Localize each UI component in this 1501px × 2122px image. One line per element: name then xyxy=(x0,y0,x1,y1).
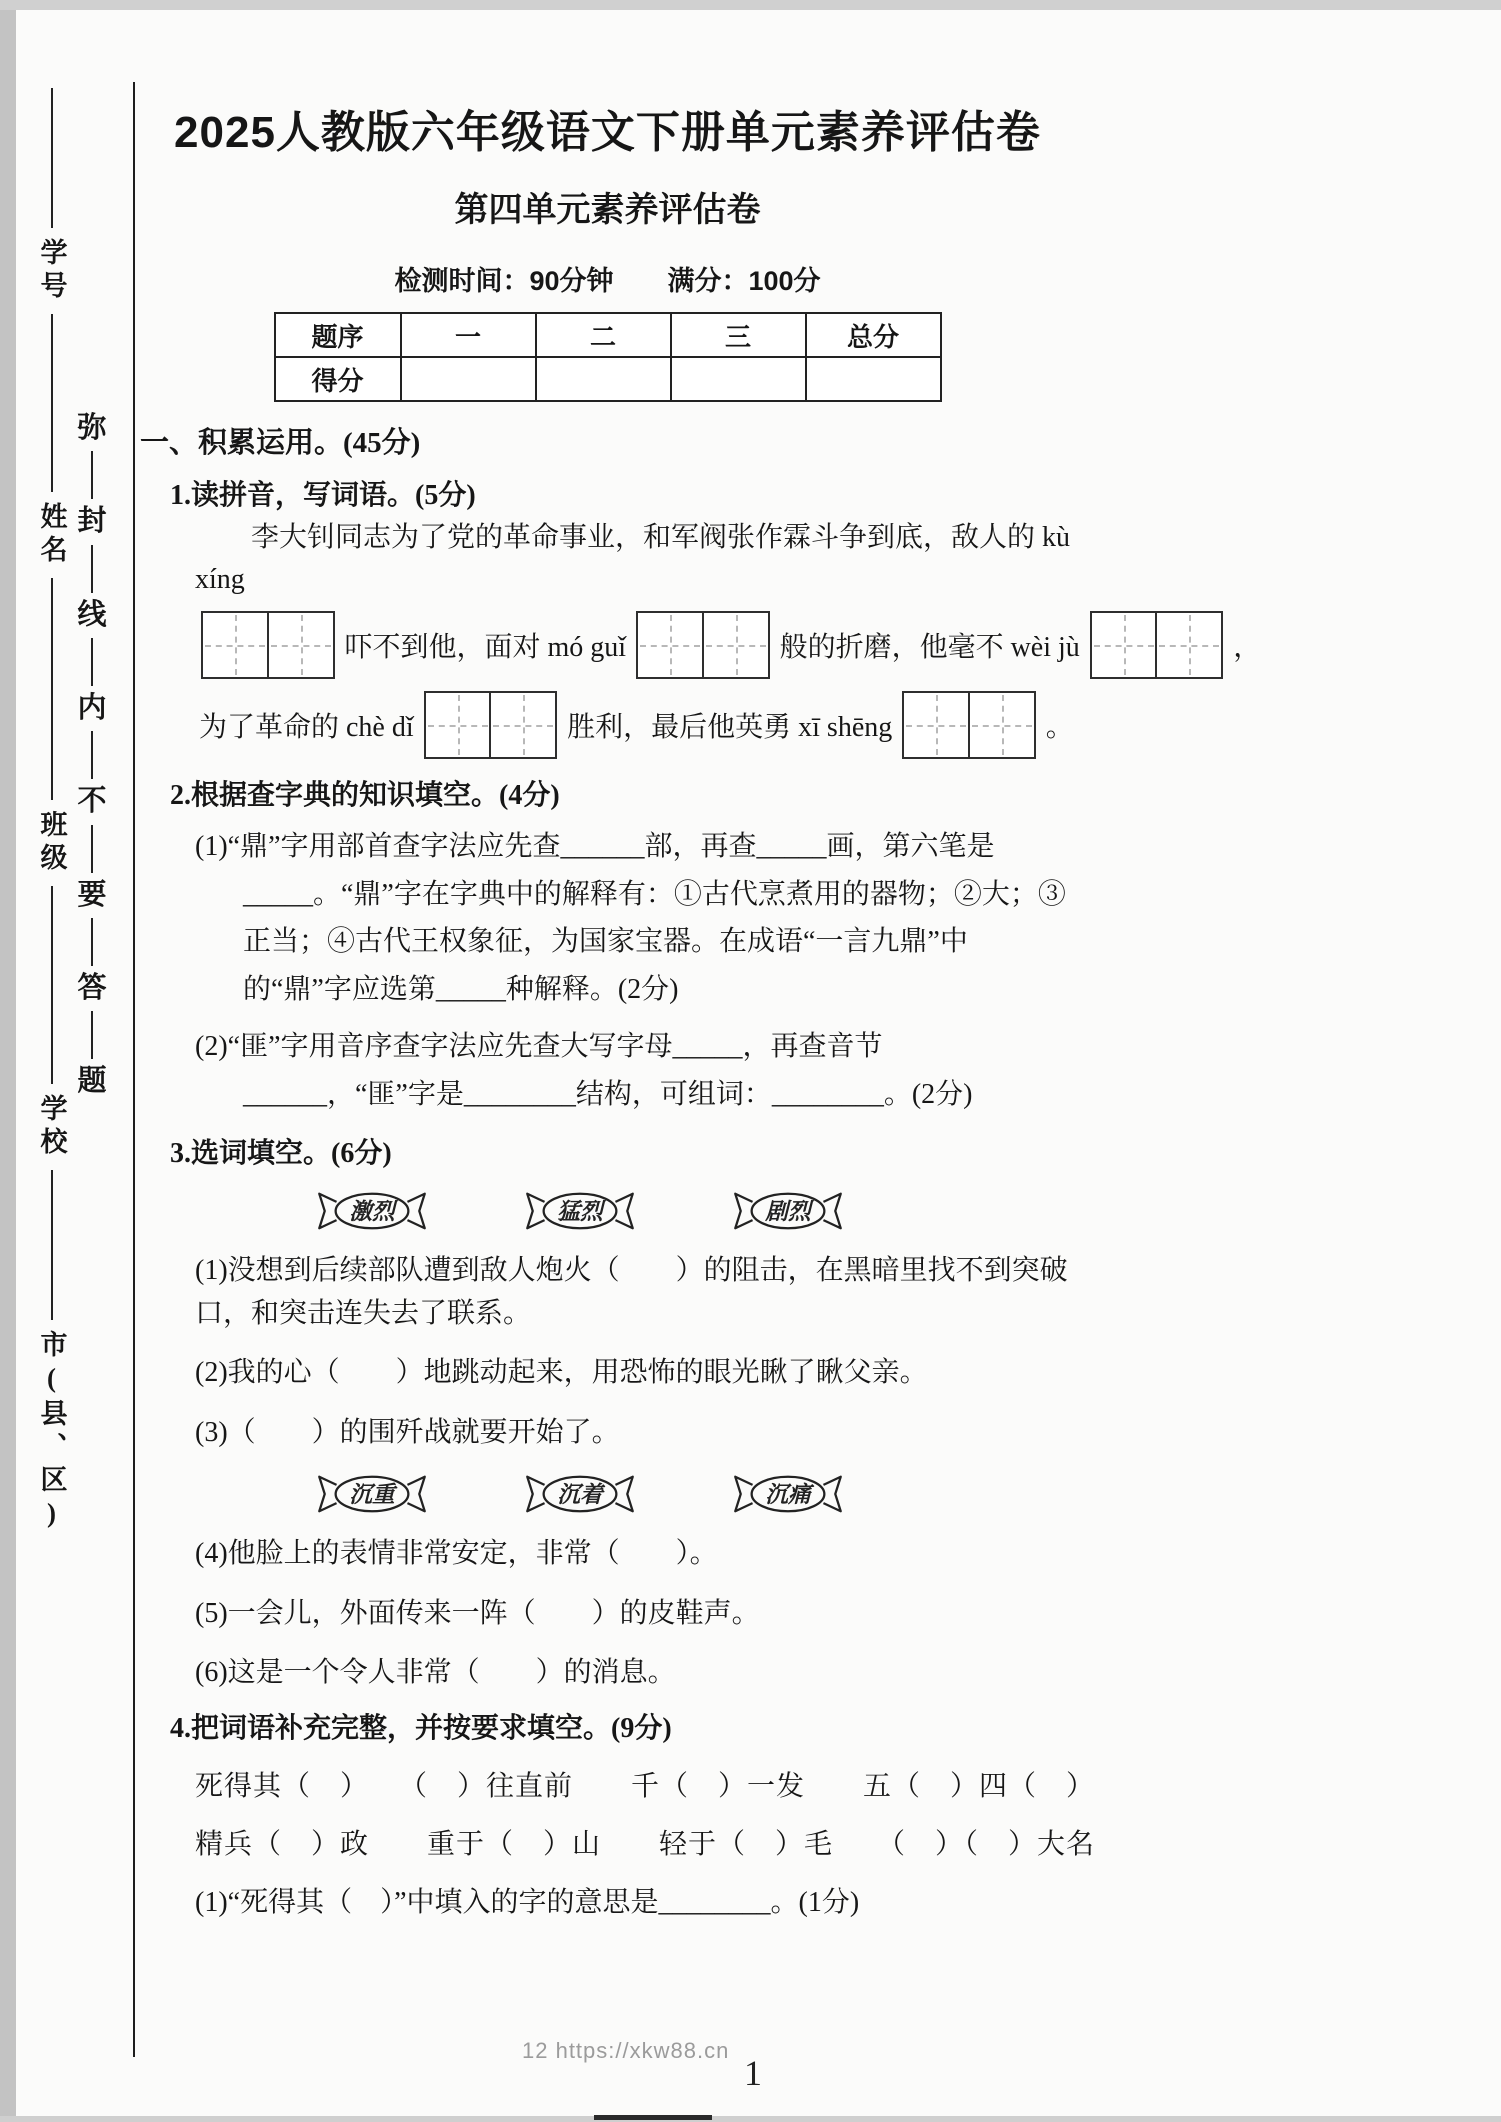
writing-box-group xyxy=(201,611,335,679)
word-candy-label: 沉痛 xyxy=(765,1482,811,1508)
q2-label: 2.根据查字典的知识填空。(4分) xyxy=(170,780,560,811)
seal-line-column xyxy=(74,412,110,1099)
student-fields-column xyxy=(34,88,70,1544)
writing-box-group xyxy=(1090,611,1224,679)
seal-char: 弥 xyxy=(77,412,107,444)
writing-box xyxy=(636,611,704,679)
paper-content xyxy=(140,96,1262,1920)
q4-label: 4.把词语补充完整，并按要求填空。(9分) xyxy=(170,1713,672,1745)
seal-dash xyxy=(91,1011,93,1059)
writing-box-group xyxy=(902,691,1036,759)
q2-part1: (1)“鼎”字用部首查字法应先查______部，再查_____画，第六笔是_____。“鼎”字在字典中的解释有：①古代烹煮用的器物；②大；③正当；④古代王权象征，为国家宝器。在成语“一言九鼎”中的“鼎”字应选第_____种解释。(2分) xyxy=(195,831,1066,1005)
writing-box xyxy=(424,691,492,759)
writing-box xyxy=(1090,611,1158,679)
q1-text-segment: ， xyxy=(1233,632,1262,663)
seal-char: 要 xyxy=(77,878,107,911)
word-candy-label: 猛烈 xyxy=(557,1198,603,1224)
writing-box xyxy=(489,691,557,759)
q1-text-line1: 李大钊同志为了党的革命事业，和军阀张作霖斗争到底，敌人的 kù xíng xyxy=(195,522,1071,595)
next-page-bleed xyxy=(594,2115,712,2120)
writing-box-group xyxy=(424,691,558,759)
q3-word-options-group1 xyxy=(312,1189,1075,1233)
writing-box xyxy=(902,691,970,759)
word-candy xyxy=(520,1472,640,1516)
q3-item-1: (1)没想到后续部队遭到敌人炮火（ ）的阻击，在黑暗里找不到突破口，和突击连失去了联系。 xyxy=(195,1254,1068,1329)
seal-dash xyxy=(91,918,93,966)
writing-box xyxy=(968,691,1036,759)
q4-idioms-row2: 精兵（ ）政 重于（ ）山 轻于（ ）毛 （ ）（ ）大名 xyxy=(195,1829,1096,1861)
scan-edge-top xyxy=(0,0,1501,10)
q1-text-segment: 吓不到他，面对 mó guǐ xyxy=(344,632,627,663)
unit-subtitle: 第四单元素养评估卷 xyxy=(454,191,761,229)
score-header-cell: 三 xyxy=(671,313,806,357)
writing-box-group xyxy=(636,611,770,679)
word-candy-label: 剧烈 xyxy=(765,1198,811,1224)
score-header-cell: 总分 xyxy=(806,313,941,357)
field-line xyxy=(51,1170,53,1320)
q1-text-segment: 为了革命的 chè dǐ xyxy=(199,712,414,743)
q3-item-6: (6)这是一个令人非常（ ）的消息。 xyxy=(195,1656,676,1688)
field-line xyxy=(51,88,53,228)
seal-dash xyxy=(91,825,93,873)
word-candy-label: 沉重 xyxy=(349,1482,395,1508)
page-title: 2025人教版六年级语文下册单元素养评估卷 xyxy=(174,108,1041,157)
q1-text-line2 xyxy=(195,609,1262,681)
field-line xyxy=(51,578,53,800)
score-row-label: 得分 xyxy=(275,357,401,401)
q1-label: 1.读拼音，写词语。(5分) xyxy=(170,480,476,511)
q1-text-segment: 。 xyxy=(1045,712,1074,743)
score-header-cell: 题序 xyxy=(275,313,401,357)
score-table xyxy=(274,312,942,402)
exam-info: 检测时间：90分钟 满分：100分 xyxy=(394,266,821,296)
seal-dash xyxy=(91,731,93,779)
writing-box xyxy=(267,611,335,679)
q1-text-line3 xyxy=(195,689,1075,761)
q3-item-3: (3)（ ）的围歼战就要开始了。 xyxy=(195,1416,620,1448)
q2-part2: (2)“匪”字用音序查字法应先查大写字母_____，再查音节______，“匪”字是________结构，可组词：________。(2分) xyxy=(195,1031,973,1110)
q3-item-5: (5)一会儿，外面传来一阵（ ）的皮鞋声。 xyxy=(195,1597,760,1629)
field-class: 班级 xyxy=(36,810,67,876)
writing-box xyxy=(702,611,770,679)
seal-char: 答 xyxy=(77,972,107,1005)
q3-item-4: (4)他脸上的表情非常安定，非常（ ）。 xyxy=(195,1538,718,1570)
q1-text-segment: 般的折磨，他毫不 wèi jù xyxy=(779,632,1080,663)
word-candy xyxy=(312,1472,432,1516)
writing-box xyxy=(1155,611,1223,679)
word-candy xyxy=(312,1189,432,1233)
writing-box xyxy=(201,611,269,679)
q4-idioms-row1: 死得其（ ） （ ）往直前 千（ ）一发 五（ ）四（ ） xyxy=(195,1771,1096,1803)
q3-label: 3.选词填空。(6分) xyxy=(170,1137,392,1169)
field-city-county: 市(县、区) xyxy=(36,1330,67,1534)
field-school: 学校 xyxy=(36,1094,67,1160)
score-blank-cell xyxy=(401,357,536,401)
score-header-cell: 一 xyxy=(401,313,536,357)
seal-border-line xyxy=(133,82,135,2057)
q3-word-options-group2 xyxy=(312,1472,1075,1516)
word-candy xyxy=(728,1189,848,1233)
score-blank-cell xyxy=(806,357,941,401)
seal-char: 内 xyxy=(77,692,107,725)
score-table-header-row xyxy=(275,313,941,357)
seal-char: 题 xyxy=(77,1065,107,1098)
watermark-url: 12 https://xkw88.cn xyxy=(522,2038,730,2063)
field-line xyxy=(51,886,53,1084)
score-header-cell: 二 xyxy=(536,313,671,357)
seal-dash xyxy=(91,638,93,686)
seal-char: 不 xyxy=(77,785,107,818)
scan-edge-bottom xyxy=(0,2116,1501,2122)
field-line xyxy=(51,314,53,492)
seal-dash xyxy=(91,545,93,593)
word-candy xyxy=(728,1472,848,1516)
score-table-score-row xyxy=(275,357,941,401)
seal-char: 线 xyxy=(77,598,107,631)
score-blank-cell xyxy=(671,357,806,401)
field-name: 姓名 xyxy=(36,502,67,568)
scan-edge-left xyxy=(0,0,16,2122)
section1-heading: 一、积累运用。(45分) xyxy=(140,427,421,459)
q1-text-segment: 胜利，最后他英勇 xī shēng xyxy=(567,712,893,743)
seal-dash xyxy=(91,451,93,499)
word-candy xyxy=(520,1189,640,1233)
q4-part1: (1)“死得其（ ）”中填入的字的意思是________。(1分) xyxy=(195,1887,860,1919)
word-candy-label: 激烈 xyxy=(349,1198,395,1224)
page-number: 1 xyxy=(744,2053,762,2093)
q3-item-2: (2)我的心（ ）地跳动起来，用恐怖的眼光瞅了瞅父亲。 xyxy=(195,1357,928,1389)
seal-char: 封 xyxy=(77,505,107,538)
score-blank-cell xyxy=(536,357,671,401)
word-candy-label: 沉着 xyxy=(557,1482,603,1508)
field-student-number: 学号 xyxy=(36,238,67,304)
